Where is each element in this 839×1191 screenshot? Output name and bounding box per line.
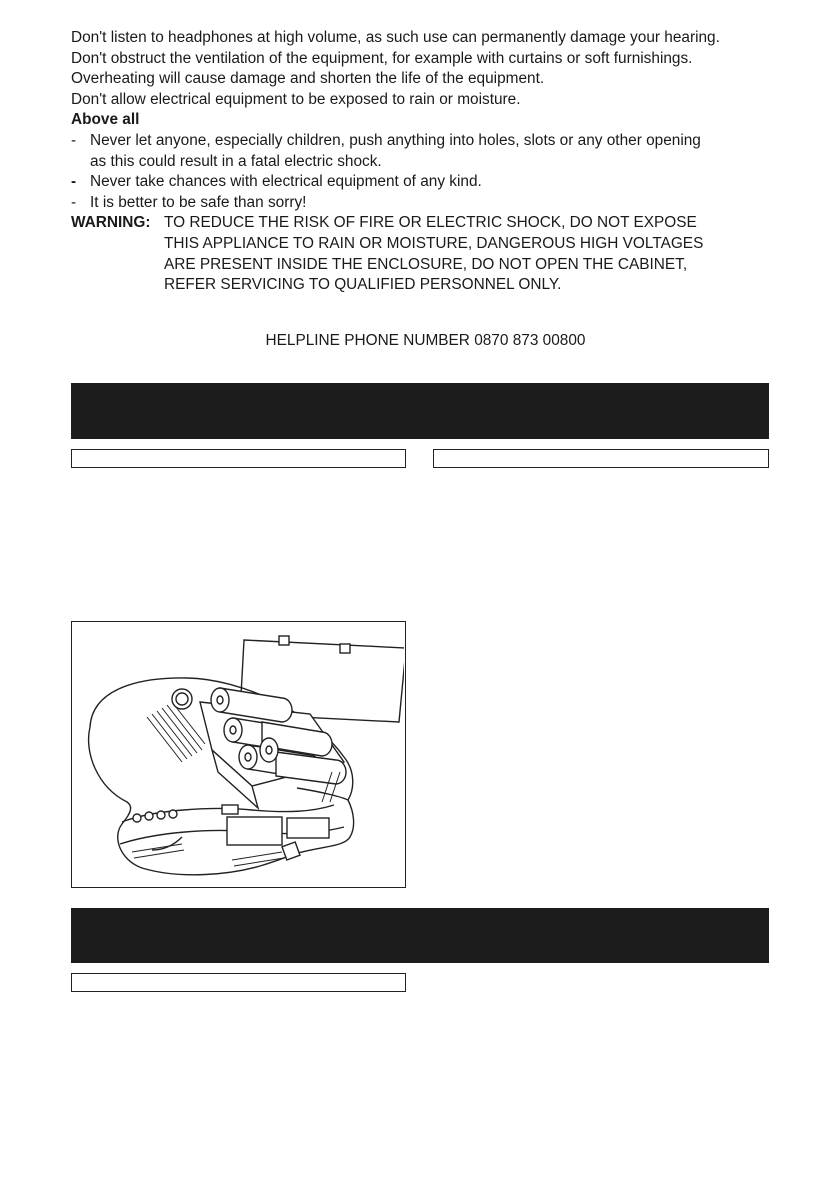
battery-compartment-illustration-icon [72, 622, 404, 886]
warning-line: THIS APPLIANCE TO RAIN OR MOISTURE, DANGEROUS HIGH VOLTAGES [164, 234, 704, 252]
list-dash: - [71, 131, 77, 149]
subsection-heading-box-left [71, 449, 406, 468]
list-dash: - [71, 193, 77, 211]
above-all-heading: Above all [71, 111, 140, 129]
subsection-heading-box-right [433, 449, 769, 468]
safety-line-ventilation: Don't obstruct the ventilation of the equipment, for example with curtains or soft furnishings. [71, 49, 693, 67]
safety-line-headphones: Don't listen to headphones at high volume, as such use can permanently damage your hearing. [71, 29, 720, 46]
list-item-text-continued: as this could result in a fatal electric shock. [90, 152, 382, 170]
battery-compartment-figure [71, 621, 406, 888]
list-item [71, 172, 771, 193]
warning-block [71, 213, 771, 295]
safety-line-overheating: Overheating will cause damage and shorten the life of the equipment. [71, 70, 545, 88]
list-item [71, 193, 771, 214]
warning-label: WARNING: [71, 214, 151, 232]
warning-line: ARE PRESENT INSIDE THE ENCLOSURE, DO NOT OPEN THE CABINET, [164, 255, 688, 273]
safety-line-moisture: Don't allow electrical equipment to be exposed to rain or moisture. [71, 90, 521, 108]
helpline-phone-number: HELPLINE PHONE NUMBER 0870 873 00800 [265, 332, 586, 349]
list-dash: - [71, 173, 77, 191]
subsection-heading-box [71, 973, 406, 992]
warning-line: TO REDUCE THE RISK OF FIRE OR ELECTRIC SHOCK, DO NOT EXPOSE [164, 214, 697, 232]
section-header-bar [71, 908, 769, 963]
safety-instructions [71, 28, 771, 296]
list-item-text: Never let anyone, especially children, push anything into holes, slots or any other opening [90, 131, 701, 149]
section-header-bar [71, 383, 769, 439]
warning-line: REFER SERVICING TO QUALIFIED PERSONNEL ONLY. [164, 276, 562, 294]
list-item [71, 131, 771, 172]
list-item-text: Never take chances with electrical equipment of any kind. [90, 173, 482, 191]
list-item-text: It is better to be safe than sorry! [90, 193, 307, 211]
